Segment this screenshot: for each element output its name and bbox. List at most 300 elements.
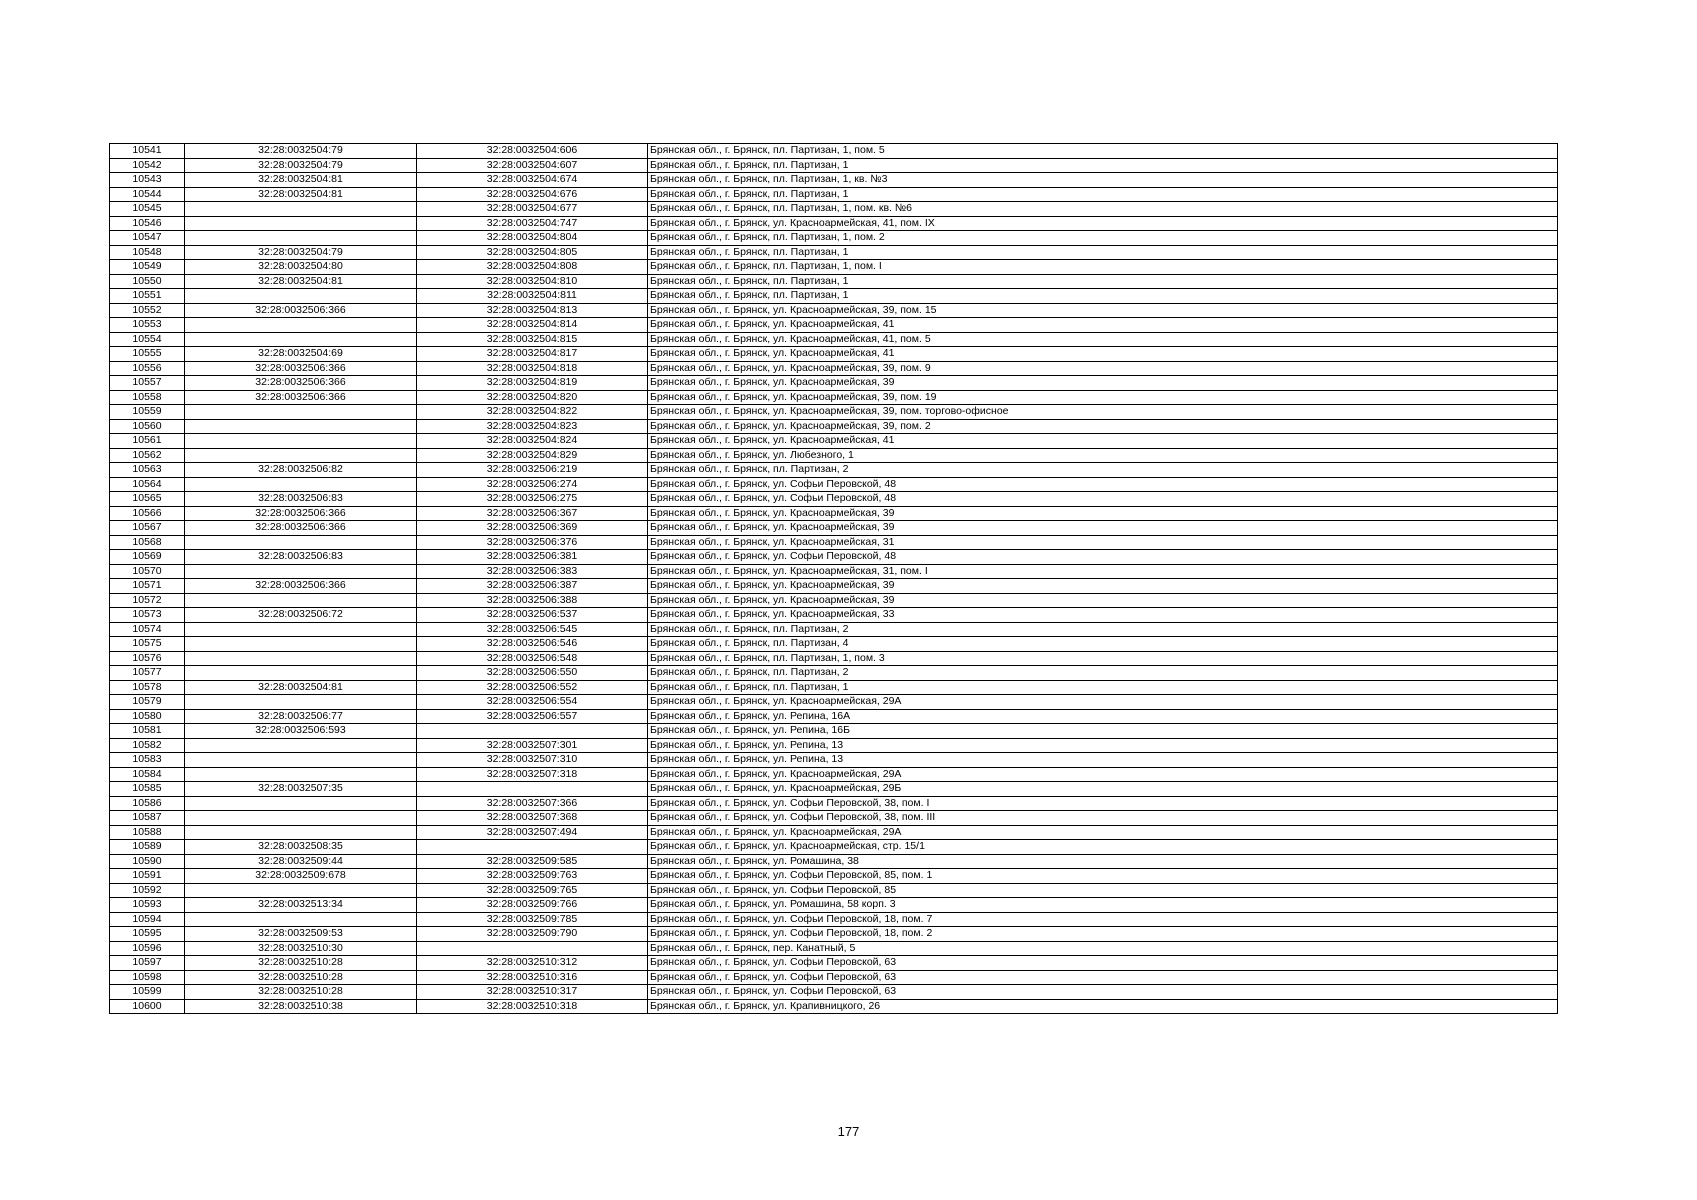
table-row bbox=[110, 622, 1558, 637]
address-cell: Брянская обл., г. Брянск, пл. Партизан, 1, кв. №3 bbox=[648, 173, 1558, 188]
row-number-cell: 10576 bbox=[110, 651, 185, 666]
row-number-cell: 10587 bbox=[110, 811, 185, 826]
table-row bbox=[110, 187, 1558, 202]
table-row bbox=[110, 767, 1558, 782]
row-number-cell: 10593 bbox=[110, 898, 185, 913]
parcel-number-cell bbox=[185, 695, 417, 710]
row-number-cell: 10596 bbox=[110, 941, 185, 956]
address-cell: Брянская обл., г. Брянск, ул. Красноармейская, 41 bbox=[648, 318, 1558, 333]
address-cell: Брянская обл., г. Брянск, ул. Красноармейская, 29А bbox=[648, 695, 1558, 710]
parcel-number-cell bbox=[185, 332, 417, 347]
parcel-number-cell: 32:28:0032504:81 bbox=[185, 274, 417, 289]
address-cell: Брянская обл., г. Брянск, пл. Партизан, 2 bbox=[648, 666, 1558, 681]
object-number-cell: 32:28:0032509:766 bbox=[417, 898, 648, 913]
parcel-number-cell: 32:28:0032506:77 bbox=[185, 709, 417, 724]
object-number-cell: 32:28:0032506:383 bbox=[417, 564, 648, 579]
parcel-number-cell bbox=[185, 535, 417, 550]
parcel-number-cell: 32:28:0032509:678 bbox=[185, 869, 417, 884]
address-cell: Брянская обл., г. Брянск, ул. Любезного, 1 bbox=[648, 448, 1558, 463]
object-number-cell: 32:28:0032504:676 bbox=[417, 187, 648, 202]
address-cell: Брянская обл., г. Брянск, пл. Партизан, 1 bbox=[648, 158, 1558, 173]
address-cell: Брянская обл., г. Брянск, ул. Красноармейская, 41 bbox=[648, 347, 1558, 362]
object-number-cell: 32:28:0032504:677 bbox=[417, 202, 648, 217]
parcel-number-cell: 32:28:0032508:35 bbox=[185, 840, 417, 855]
address-cell: Брянская обл., г. Брянск, ул. Софьи Перовской, 63 bbox=[648, 985, 1558, 1000]
object-number-cell: 32:28:0032504:819 bbox=[417, 376, 648, 391]
row-number-cell: 10577 bbox=[110, 666, 185, 681]
row-number-cell: 10584 bbox=[110, 767, 185, 782]
object-number-cell: 32:28:0032504:804 bbox=[417, 231, 648, 246]
table-row bbox=[110, 521, 1558, 536]
row-number-cell: 10546 bbox=[110, 216, 185, 231]
table-row bbox=[110, 782, 1558, 797]
object-number-cell: 32:28:0032504:808 bbox=[417, 260, 648, 275]
row-number-cell: 10561 bbox=[110, 434, 185, 449]
parcel-number-cell: 32:28:0032510:28 bbox=[185, 970, 417, 985]
row-number-cell: 10560 bbox=[110, 419, 185, 434]
table-row bbox=[110, 216, 1558, 231]
row-number-cell: 10585 bbox=[110, 782, 185, 797]
row-number-cell: 10565 bbox=[110, 492, 185, 507]
row-number-cell: 10583 bbox=[110, 753, 185, 768]
parcel-number-cell: 32:28:0032506:83 bbox=[185, 492, 417, 507]
parcel-number-cell: 32:28:0032504:69 bbox=[185, 347, 417, 362]
parcel-number-cell bbox=[185, 318, 417, 333]
object-number-cell: 32:28:0032504:820 bbox=[417, 390, 648, 405]
address-cell: Брянская обл., г. Брянск, пл. Партизан, 1 bbox=[648, 680, 1558, 695]
address-cell: Брянская обл., г. Брянск, ул. Красноармейская, 31, пом. I bbox=[648, 564, 1558, 579]
address-cell: Брянская обл., г. Брянск, ул. Красноармейская, 39 bbox=[648, 521, 1558, 536]
parcel-number-cell: 32:28:0032510:30 bbox=[185, 941, 417, 956]
table-row bbox=[110, 506, 1558, 521]
parcel-number-cell bbox=[185, 216, 417, 231]
address-cell: Брянская обл., г. Брянск, пл. Партизан, 1 bbox=[648, 274, 1558, 289]
object-number-cell: 32:28:0032504:824 bbox=[417, 434, 648, 449]
row-number-cell: 10554 bbox=[110, 332, 185, 347]
parcel-number-cell bbox=[185, 564, 417, 579]
row-number-cell: 10566 bbox=[110, 506, 185, 521]
table-row bbox=[110, 347, 1558, 362]
table-row bbox=[110, 709, 1558, 724]
parcel-number-cell bbox=[185, 912, 417, 927]
object-number-cell: 32:28:0032506:552 bbox=[417, 680, 648, 695]
row-number-cell: 10550 bbox=[110, 274, 185, 289]
parcel-number-cell bbox=[185, 767, 417, 782]
object-number-cell: 32:28:0032510:318 bbox=[417, 999, 648, 1014]
table-row bbox=[110, 260, 1558, 275]
table-row bbox=[110, 738, 1558, 753]
row-number-cell: 10597 bbox=[110, 956, 185, 971]
object-number-cell: 32:28:0032506:376 bbox=[417, 535, 648, 550]
address-cell: Брянская обл., г. Брянск, ул. Ромашина, 58 корп. 3 bbox=[648, 898, 1558, 913]
address-cell: Брянская обл., г. Брянск, ул. Красноармейская, 29А bbox=[648, 767, 1558, 782]
parcel-number-cell: 32:28:0032504:81 bbox=[185, 173, 417, 188]
address-cell: Брянская обл., г. Брянск, ул. Красноармейская, 39, пом. 2 bbox=[648, 419, 1558, 434]
table-row bbox=[110, 231, 1558, 246]
row-number-cell: 10571 bbox=[110, 579, 185, 594]
row-number-cell: 10555 bbox=[110, 347, 185, 362]
parcel-number-cell: 32:28:0032504:80 bbox=[185, 260, 417, 275]
object-number-cell: 32:28:0032506:545 bbox=[417, 622, 648, 637]
parcel-number-cell bbox=[185, 883, 417, 898]
table-row bbox=[110, 492, 1558, 507]
object-number-cell: 32:28:0032506:537 bbox=[417, 608, 648, 623]
object-number-cell: 32:28:0032504:818 bbox=[417, 361, 648, 376]
address-cell: Брянская обл., г. Брянск, пл. Партизан, 2 bbox=[648, 463, 1558, 478]
object-number-cell: 32:28:0032507:318 bbox=[417, 767, 648, 782]
row-number-cell: 10541 bbox=[110, 144, 185, 159]
register-table bbox=[109, 143, 1558, 1014]
table-row bbox=[110, 303, 1558, 318]
row-number-cell: 10549 bbox=[110, 260, 185, 275]
table-row bbox=[110, 289, 1558, 304]
object-number-cell: 32:28:0032509:765 bbox=[417, 883, 648, 898]
table-row bbox=[110, 202, 1558, 217]
table-row bbox=[110, 419, 1558, 434]
object-number-cell: 32:28:0032504:607 bbox=[417, 158, 648, 173]
row-number-cell: 10589 bbox=[110, 840, 185, 855]
address-cell: Брянская обл., г. Брянск, ул. Красноармейская, 39 bbox=[648, 376, 1558, 391]
address-cell: Брянская обл., г. Брянск, ул. Красноармейская, 39 bbox=[648, 593, 1558, 608]
parcel-number-cell: 32:28:0032507:35 bbox=[185, 782, 417, 797]
row-number-cell: 10594 bbox=[110, 912, 185, 927]
row-number-cell: 10572 bbox=[110, 593, 185, 608]
address-cell: Брянская обл., г. Брянск, ул. Красноармейская, 29Б bbox=[648, 782, 1558, 797]
row-number-cell: 10545 bbox=[110, 202, 185, 217]
address-cell: Брянская обл., г. Брянск, пл. Партизан, 1 bbox=[648, 289, 1558, 304]
parcel-number-cell bbox=[185, 651, 417, 666]
address-cell: Брянская обл., г. Брянск, ул. Софьи Перовской, 18, пом. 2 bbox=[648, 927, 1558, 942]
table-row bbox=[110, 912, 1558, 927]
table-row bbox=[110, 390, 1558, 405]
address-cell: Брянская обл., г. Брянск, ул. Репина, 13 bbox=[648, 738, 1558, 753]
address-cell: Брянская обл., г. Брянск, ул. Красноармейская, 41 bbox=[648, 434, 1558, 449]
table-row bbox=[110, 158, 1558, 173]
table-row bbox=[110, 608, 1558, 623]
address-cell: Брянская обл., г. Брянск, ул. Красноармейская, 31 bbox=[648, 535, 1558, 550]
object-number-cell: 32:28:0032504:674 bbox=[417, 173, 648, 188]
table-row bbox=[110, 825, 1558, 840]
row-number-cell: 10580 bbox=[110, 709, 185, 724]
parcel-number-cell: 32:28:0032506:366 bbox=[185, 376, 417, 391]
address-cell: Брянская обл., г. Брянск, ул. Красноармейская, 39 bbox=[648, 506, 1558, 521]
table-row bbox=[110, 361, 1558, 376]
parcel-number-cell: 32:28:0032506:366 bbox=[185, 361, 417, 376]
object-number-cell: 32:28:0032506:548 bbox=[417, 651, 648, 666]
parcel-number-cell bbox=[185, 202, 417, 217]
parcel-number-cell: 32:28:0032510:28 bbox=[185, 985, 417, 1000]
row-number-cell: 10558 bbox=[110, 390, 185, 405]
row-number-cell: 10553 bbox=[110, 318, 185, 333]
address-cell: Брянская обл., г. Брянск, пл. Партизан, 1, пом. 3 bbox=[648, 651, 1558, 666]
address-cell: Брянская обл., г. Брянск, ул. Ромашина, 38 bbox=[648, 854, 1558, 869]
object-number-cell: 32:28:0032504:811 bbox=[417, 289, 648, 304]
object-number-cell: 32:28:0032506:275 bbox=[417, 492, 648, 507]
address-cell: Брянская обл., г. Брянск, ул. Красноармейская, 39, пом. 15 bbox=[648, 303, 1558, 318]
table-row bbox=[110, 593, 1558, 608]
parcel-number-cell: 32:28:0032506:366 bbox=[185, 579, 417, 594]
table-row bbox=[110, 564, 1558, 579]
table-row bbox=[110, 695, 1558, 710]
object-number-cell: 32:28:0032506:274 bbox=[417, 477, 648, 492]
table-row bbox=[110, 637, 1558, 652]
address-cell: Брянская обл., г. Брянск, ул. Красноармейская, 39, пом. торгово-офисное bbox=[648, 405, 1558, 420]
row-number-cell: 10547 bbox=[110, 231, 185, 246]
row-number-cell: 10599 bbox=[110, 985, 185, 1000]
row-number-cell: 10543 bbox=[110, 173, 185, 188]
address-cell: Брянская обл., г. Брянск, пл. Партизан, 1, пом. кв. №6 bbox=[648, 202, 1558, 217]
parcel-number-cell bbox=[185, 622, 417, 637]
table-row bbox=[110, 274, 1558, 289]
object-number-cell: 32:28:0032506:546 bbox=[417, 637, 648, 652]
table-row bbox=[110, 796, 1558, 811]
row-number-cell: 10544 bbox=[110, 187, 185, 202]
table-row bbox=[110, 318, 1558, 333]
table-row bbox=[110, 376, 1558, 391]
address-cell: Брянская обл., г. Брянск, ул. Крапивницкого, 26 bbox=[648, 999, 1558, 1014]
address-cell: Брянская обл., г. Брянск, ул. Репина, 16А bbox=[648, 709, 1558, 724]
parcel-number-cell: 32:28:0032504:79 bbox=[185, 144, 417, 159]
parcel-number-cell: 32:28:0032510:28 bbox=[185, 956, 417, 971]
object-number-cell: 32:28:0032507:301 bbox=[417, 738, 648, 753]
parcel-number-cell: 32:28:0032504:81 bbox=[185, 187, 417, 202]
table-row bbox=[110, 927, 1558, 942]
parcel-number-cell bbox=[185, 637, 417, 652]
table-row bbox=[110, 883, 1558, 898]
row-number-cell: 10582 bbox=[110, 738, 185, 753]
table-row bbox=[110, 985, 1558, 1000]
table-row bbox=[110, 173, 1558, 188]
row-number-cell: 10564 bbox=[110, 477, 185, 492]
object-number-cell: 32:28:0032507:310 bbox=[417, 753, 648, 768]
address-cell: Брянская обл., г. Брянск, пер. Канатный, 5 bbox=[648, 941, 1558, 956]
table-row bbox=[110, 724, 1558, 739]
object-number-cell: 32:28:0032506:388 bbox=[417, 593, 648, 608]
object-number-cell: 32:28:0032504:815 bbox=[417, 332, 648, 347]
table-row bbox=[110, 666, 1558, 681]
row-number-cell: 10557 bbox=[110, 376, 185, 391]
parcel-number-cell bbox=[185, 666, 417, 681]
parcel-number-cell: 32:28:0032506:366 bbox=[185, 521, 417, 536]
address-cell: Брянская обл., г. Брянск, пл. Партизан, 4 bbox=[648, 637, 1558, 652]
parcel-number-cell bbox=[185, 825, 417, 840]
row-number-cell: 10586 bbox=[110, 796, 185, 811]
object-number-cell: 32:28:0032504:822 bbox=[417, 405, 648, 420]
table-row bbox=[110, 680, 1558, 695]
parcel-number-cell: 32:28:0032506:366 bbox=[185, 506, 417, 521]
parcel-number-cell bbox=[185, 738, 417, 753]
table-row bbox=[110, 651, 1558, 666]
row-number-cell: 10562 bbox=[110, 448, 185, 463]
object-number-cell: 32:28:0032504:829 bbox=[417, 448, 648, 463]
table-row bbox=[110, 434, 1558, 449]
row-number-cell: 10590 bbox=[110, 854, 185, 869]
object-number-cell: 32:28:0032509:585 bbox=[417, 854, 648, 869]
address-cell: Брянская обл., г. Брянск, ул. Красноармейская, 39, пом. 19 bbox=[648, 390, 1558, 405]
parcel-number-cell: 32:28:0032513:34 bbox=[185, 898, 417, 913]
object-number-cell: 32:28:0032509:763 bbox=[417, 869, 648, 884]
parcel-number-cell: 32:28:0032504:79 bbox=[185, 158, 417, 173]
address-cell: Брянская обл., г. Брянск, ул. Репина, 16Б bbox=[648, 724, 1558, 739]
table-row bbox=[110, 941, 1558, 956]
address-cell: Брянская обл., г. Брянск, ул. Софьи Перовской, 48 bbox=[648, 477, 1558, 492]
address-cell: Брянская обл., г. Брянск, ул. Красноармейская, 33 bbox=[648, 608, 1558, 623]
page-number: 177 bbox=[837, 1124, 860, 1139]
table-row bbox=[110, 448, 1558, 463]
object-number-cell: 32:28:0032504:817 bbox=[417, 347, 648, 362]
table-row bbox=[110, 898, 1558, 913]
row-number-cell: 10552 bbox=[110, 303, 185, 318]
row-number-cell: 10570 bbox=[110, 564, 185, 579]
object-number-cell: 32:28:0032504:805 bbox=[417, 245, 648, 260]
object-number-cell: 32:28:0032509:785 bbox=[417, 912, 648, 927]
address-cell: Брянская обл., г. Брянск, пл. Партизан, 1, пом. 2 bbox=[648, 231, 1558, 246]
row-number-cell: 10575 bbox=[110, 637, 185, 652]
parcel-number-cell: 32:28:0032510:38 bbox=[185, 999, 417, 1014]
address-cell: Брянская обл., г. Брянск, ул. Софьи Перовской, 48 bbox=[648, 550, 1558, 565]
parcel-number-cell: 32:28:0032506:83 bbox=[185, 550, 417, 565]
table-row bbox=[110, 854, 1558, 869]
parcel-number-cell bbox=[185, 477, 417, 492]
object-number-cell: 32:28:0032504:813 bbox=[417, 303, 648, 318]
object-number-cell: 32:28:0032506:381 bbox=[417, 550, 648, 565]
table-row bbox=[110, 405, 1558, 420]
row-number-cell: 10598 bbox=[110, 970, 185, 985]
address-cell: Брянская обл., г. Брянск, ул. Софьи Перовской, 63 bbox=[648, 970, 1558, 985]
table-row bbox=[110, 753, 1558, 768]
table-row bbox=[110, 550, 1558, 565]
parcel-number-cell bbox=[185, 289, 417, 304]
table-row bbox=[110, 579, 1558, 594]
address-cell: Брянская обл., г. Брянск, ул. Софьи Перовской, 38, пом. I bbox=[648, 796, 1558, 811]
object-number-cell: 32:28:0032507:368 bbox=[417, 811, 648, 826]
parcel-number-cell bbox=[185, 811, 417, 826]
address-cell: Брянская обл., г. Брянск, ул. Красноармейская, 41, пом. 5 bbox=[648, 332, 1558, 347]
row-number-cell: 10542 bbox=[110, 158, 185, 173]
row-number-cell: 10548 bbox=[110, 245, 185, 260]
object-number-cell: 32:28:0032509:790 bbox=[417, 927, 648, 942]
table-row bbox=[110, 840, 1558, 855]
row-number-cell: 10563 bbox=[110, 463, 185, 478]
row-number-cell: 10569 bbox=[110, 550, 185, 565]
parcel-number-cell: 32:28:0032506:82 bbox=[185, 463, 417, 478]
parcel-number-cell: 32:28:0032506:72 bbox=[185, 608, 417, 623]
address-cell: Брянская обл., г. Брянск, ул. Красноармейская, стр. 15/1 bbox=[648, 840, 1558, 855]
object-number-cell: 32:28:0032506:367 bbox=[417, 506, 648, 521]
address-cell: Брянская обл., г. Брянск, ул. Софьи Перовской, 48 bbox=[648, 492, 1558, 507]
object-number-cell: 32:28:0032506:369 bbox=[417, 521, 648, 536]
address-cell: Брянская обл., г. Брянск, пл. Партизан, 2 bbox=[648, 622, 1558, 637]
table-row bbox=[110, 245, 1558, 260]
object-number-cell: 32:28:0032506:554 bbox=[417, 695, 648, 710]
object-number-cell bbox=[417, 941, 648, 956]
row-number-cell: 10551 bbox=[110, 289, 185, 304]
address-cell: Брянская обл., г. Брянск, пл. Партизан, 1 bbox=[648, 187, 1558, 202]
object-number-cell: 32:28:0032510:312 bbox=[417, 956, 648, 971]
object-number-cell: 32:28:0032506:550 bbox=[417, 666, 648, 681]
parcel-number-cell bbox=[185, 593, 417, 608]
object-number-cell: 32:28:0032506:387 bbox=[417, 579, 648, 594]
row-number-cell: 10600 bbox=[110, 999, 185, 1014]
object-number-cell bbox=[417, 840, 648, 855]
object-number-cell: 32:28:0032504:814 bbox=[417, 318, 648, 333]
table-row bbox=[110, 869, 1558, 884]
object-number-cell: 32:28:0032504:747 bbox=[417, 216, 648, 231]
row-number-cell: 10592 bbox=[110, 883, 185, 898]
row-number-cell: 10567 bbox=[110, 521, 185, 536]
parcel-number-cell bbox=[185, 231, 417, 246]
parcel-number-cell: 32:28:0032509:44 bbox=[185, 854, 417, 869]
address-cell: Брянская обл., г. Брянск, ул. Софьи Перовской, 18, пом. 7 bbox=[648, 912, 1558, 927]
parcel-number-cell: 32:28:0032506:366 bbox=[185, 303, 417, 318]
parcel-number-cell: 32:28:0032509:53 bbox=[185, 927, 417, 942]
object-number-cell: 32:28:0032504:823 bbox=[417, 419, 648, 434]
row-number-cell: 10595 bbox=[110, 927, 185, 942]
row-number-cell: 10581 bbox=[110, 724, 185, 739]
address-cell: Брянская обл., г. Брянск, ул. Красноармейская, 39 bbox=[648, 579, 1558, 594]
row-number-cell: 10559 bbox=[110, 405, 185, 420]
address-cell: Брянская обл., г. Брянск, ул. Красноармейская, 39, пом. 9 bbox=[648, 361, 1558, 376]
table-row bbox=[110, 999, 1558, 1014]
object-number-cell: 32:28:0032510:316 bbox=[417, 970, 648, 985]
row-number-cell: 10568 bbox=[110, 535, 185, 550]
parcel-number-cell: 32:28:0032504:81 bbox=[185, 680, 417, 695]
parcel-number-cell: 32:28:0032506:366 bbox=[185, 390, 417, 405]
address-cell: Брянская обл., г. Брянск, ул. Софьи Перовской, 38, пом. III bbox=[648, 811, 1558, 826]
object-number-cell: 32:28:0032504:810 bbox=[417, 274, 648, 289]
row-number-cell: 10578 bbox=[110, 680, 185, 695]
object-number-cell: 32:28:0032507:494 bbox=[417, 825, 648, 840]
object-number-cell bbox=[417, 724, 648, 739]
object-number-cell: 32:28:0032504:606 bbox=[417, 144, 648, 159]
row-number-cell: 10591 bbox=[110, 869, 185, 884]
address-cell: Брянская обл., г. Брянск, ул. Красноармейская, 29А bbox=[648, 825, 1558, 840]
row-number-cell: 10579 bbox=[110, 695, 185, 710]
row-number-cell: 10573 bbox=[110, 608, 185, 623]
address-cell: Брянская обл., г. Брянск, пл. Партизан, 1, пом. 5 bbox=[648, 144, 1558, 159]
object-number-cell: 32:28:0032506:219 bbox=[417, 463, 648, 478]
row-number-cell: 10574 bbox=[110, 622, 185, 637]
address-cell: Брянская обл., г. Брянск, ул. Софьи Перовской, 63 bbox=[648, 956, 1558, 971]
object-number-cell: 32:28:0032510:317 bbox=[417, 985, 648, 1000]
table-row bbox=[110, 970, 1558, 985]
parcel-number-cell bbox=[185, 796, 417, 811]
address-cell: Брянская обл., г. Брянск, пл. Партизан, 1 bbox=[648, 245, 1558, 260]
parcel-number-cell bbox=[185, 753, 417, 768]
address-cell: Брянская обл., г. Брянск, ул. Репина, 13 bbox=[648, 753, 1558, 768]
table-row bbox=[110, 463, 1558, 478]
row-number-cell: 10556 bbox=[110, 361, 185, 376]
address-cell: Брянская обл., г. Брянск, пл. Партизан, 1, пом. I bbox=[648, 260, 1558, 275]
table-row bbox=[110, 956, 1558, 971]
object-number-cell bbox=[417, 782, 648, 797]
address-cell: Брянская обл., г. Брянск, ул. Софьи Перовской, 85 bbox=[648, 883, 1558, 898]
parcel-number-cell: 32:28:0032506:593 bbox=[185, 724, 417, 739]
parcel-number-cell bbox=[185, 434, 417, 449]
table-row bbox=[110, 332, 1558, 347]
table-row bbox=[110, 811, 1558, 826]
parcel-number-cell bbox=[185, 448, 417, 463]
table-row bbox=[110, 477, 1558, 492]
address-cell: Брянская обл., г. Брянск, ул. Красноармейская, 41, пом. IX bbox=[648, 216, 1558, 231]
object-number-cell: 32:28:0032507:366 bbox=[417, 796, 648, 811]
address-cell: Брянская обл., г. Брянск, ул. Софьи Перовской, 85, пом. 1 bbox=[648, 869, 1558, 884]
object-number-cell: 32:28:0032506:557 bbox=[417, 709, 648, 724]
register-table-body bbox=[110, 144, 1558, 1014]
row-number-cell: 10588 bbox=[110, 825, 185, 840]
table-row bbox=[110, 535, 1558, 550]
parcel-number-cell: 32:28:0032504:79 bbox=[185, 245, 417, 260]
